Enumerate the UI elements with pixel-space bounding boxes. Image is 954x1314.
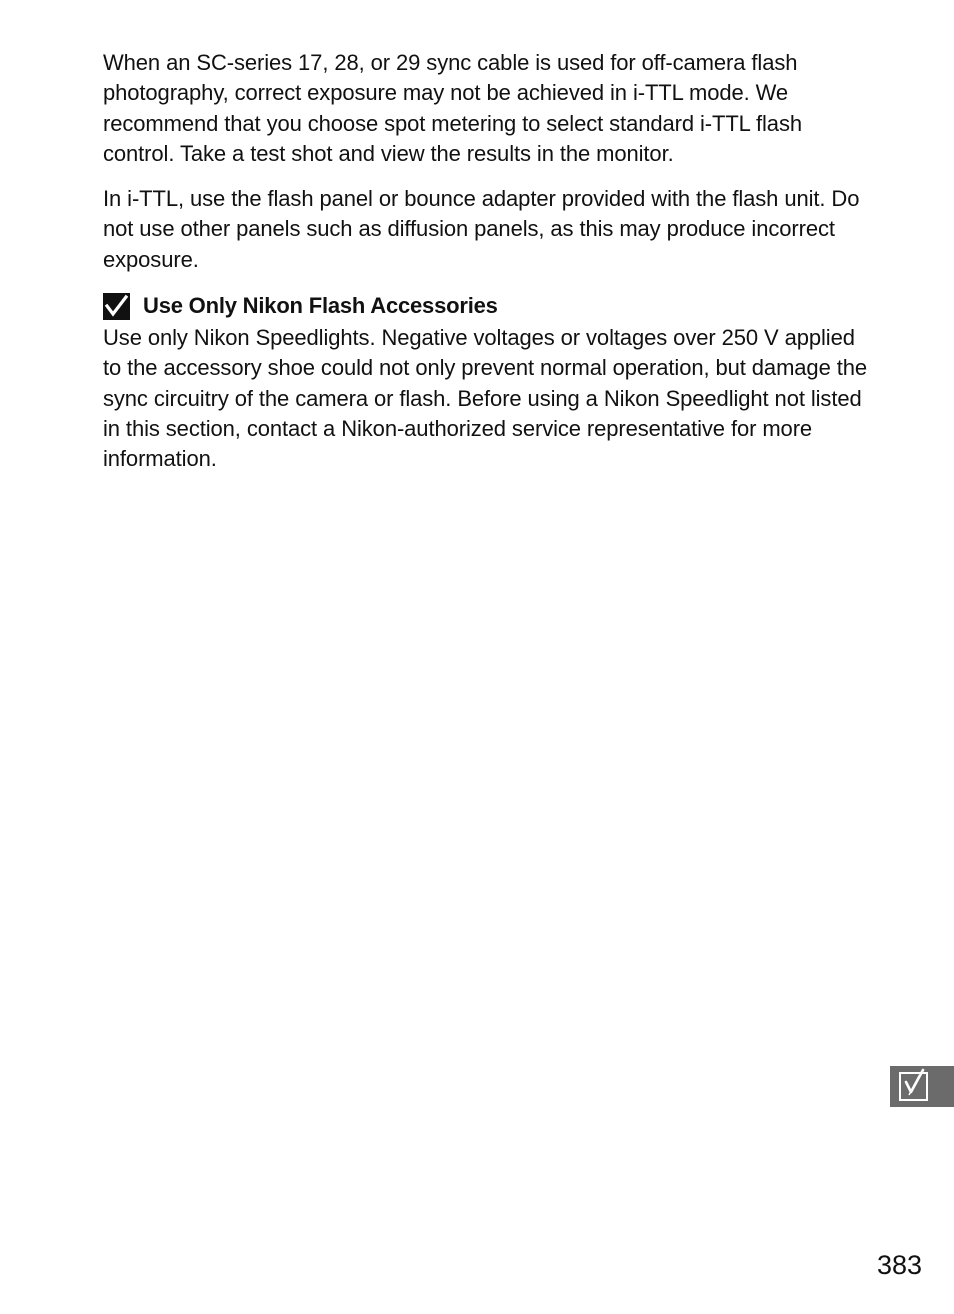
technical-notes-icon	[890, 1066, 954, 1107]
note-heading	[103, 291, 878, 321]
note-title: Use Only Nikon Flash Accessories	[143, 293, 498, 319]
section-tab[interactable]	[890, 1066, 954, 1107]
page-number: 383	[877, 1250, 923, 1280]
page-content	[103, 48, 878, 475]
paragraph-flash-panel: In i-TTL, use the flash panel or bounce adapter provided with the flash unit. Do not use other panels such as diffusion panels, as this may produce incorrect exposure.	[103, 186, 860, 272]
note-body: Use only Nikon Speedlights. Negative voltages or voltages over 250 V applied to the accessory shoe could not only prevent normal operation, but damage the sync circuitry of the camera or flash. Before using a Nikon Speedlight not listed in this section, contact a Nikon-authorized service representative for more information.	[103, 325, 867, 472]
checkmark-icon	[103, 293, 130, 320]
paragraph-sync-cable: When an SC-series 17, 28, or 29 sync cable is used for off-camera flash photography, correct exposure may not be achieved in i-TTL mode. We recommend that you choose spot metering to select standard i-TTL flash control. Take a test shot and view the results in the monitor.	[103, 50, 802, 166]
